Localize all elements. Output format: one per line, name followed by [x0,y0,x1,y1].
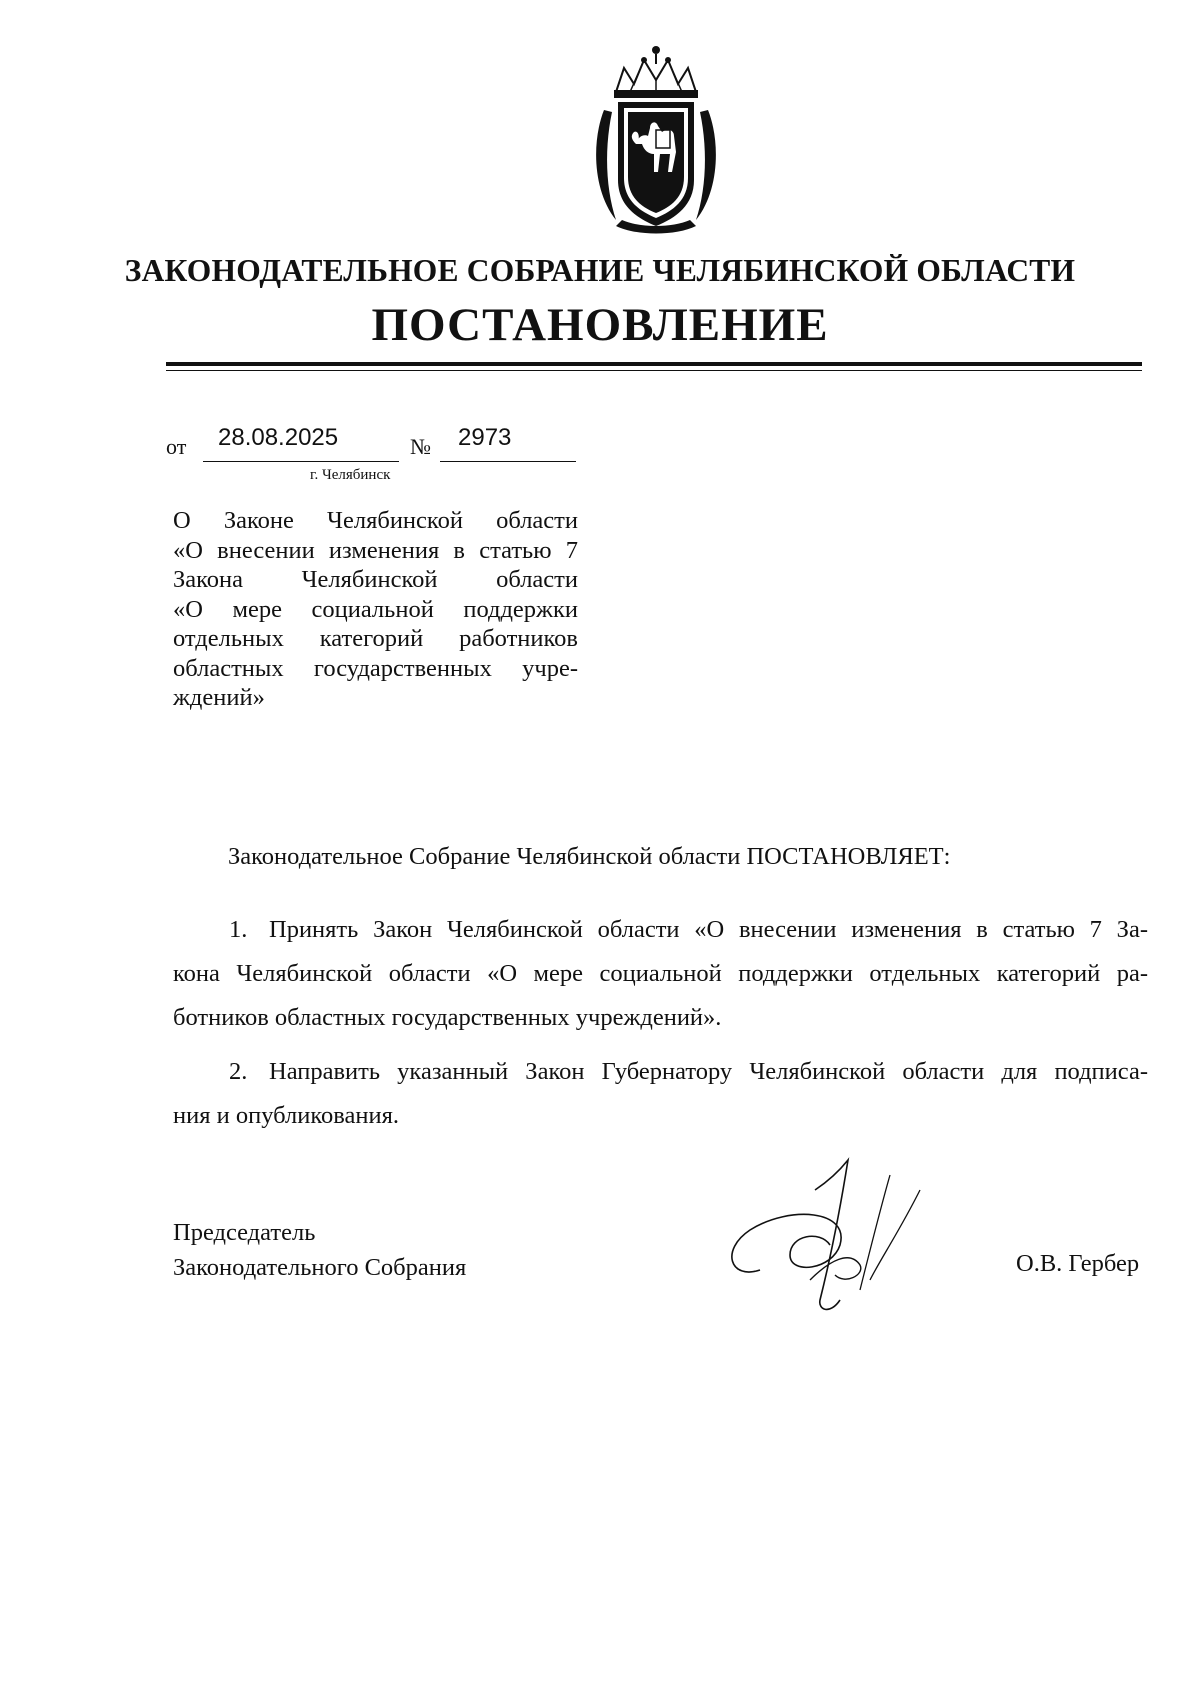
date-underline [203,461,399,462]
signatory-title-line: Председатель [173,1219,316,1246]
subject-line: ждений» [173,684,265,711]
subject-line: «О мере социальной поддержки [173,595,578,623]
item-line: ния и опубликования. [173,1102,399,1129]
subject-line: областных государственных учре- [173,654,578,682]
subject-block [173,506,578,713]
signatory-name: О.В. Гербер [1016,1250,1140,1277]
organization-title: ЗАКОНОДАТЕЛЬНОЕ СОБРАНИЕ ЧЕЛЯБИНСКОЙ ОБЛАСТИ [124,253,1076,288]
item-line [173,1050,1148,1094]
subject-line: Закона Челябинской области [173,566,578,593]
item-line: ботников областных государственных учреждений». [173,1004,722,1031]
item-number: 2. [229,1058,248,1085]
coat-of-arms-emblem [586,40,726,236]
item-number: 1. [229,916,248,943]
item-line [173,908,1148,952]
header-rule-thin [166,370,1142,371]
subject-line: О Законе Челябинской области [173,507,578,534]
number-underline [440,461,576,462]
item-line: кона Челябинской области «О мере социальной поддержки отдельных категорий ра- [173,960,1148,987]
subject-line: «О внесении изменения в статью 7 [173,536,578,564]
from-label: от [166,434,187,459]
preamble-text: Законодательное Собрание Челябинской области ПОСТАНОВЛЯЕТ: [228,843,951,870]
resolution-item-2 [173,1050,1148,1138]
handwritten-signature [720,1150,960,1320]
resolution-item-1 [173,908,1148,1040]
document-date: 28.08.2025 [218,424,339,451]
signatory-title-line: Законодательного Собрания [173,1254,467,1281]
city-label: г. Челябинск [310,467,391,483]
document-number: 2973 [458,424,512,451]
number-label: № [410,434,431,459]
item-text: Направить указанный Закон Губернатору Челябинской области для подписа- [269,1058,1148,1085]
header-rule-thick [166,362,1142,366]
document-type-title: ПОСТАНОВЛЕНИЕ [371,299,829,351]
signatory-title [173,1215,466,1285]
subject-line: отдельных категорий работников [173,625,578,652]
item-text: Принять Закон Челябинской области «О внесении изменения в статью 7 За- [269,916,1148,943]
